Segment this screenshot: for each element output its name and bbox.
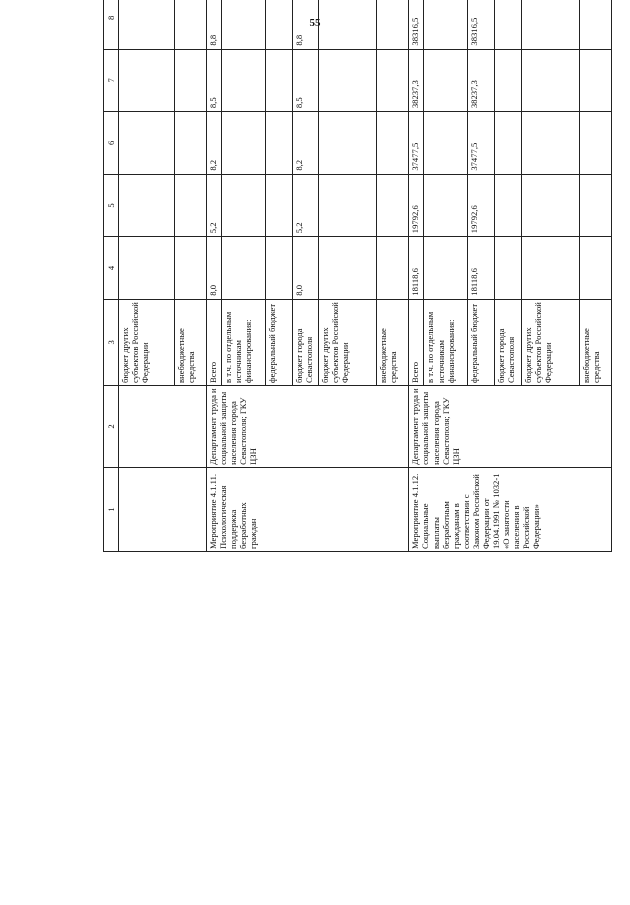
amount-cell xyxy=(424,49,468,112)
funding-source-cell: федеральный бюджет xyxy=(468,299,495,385)
amount-cell xyxy=(377,112,409,175)
rotated-table-container xyxy=(103,0,612,552)
amount-cell xyxy=(377,49,409,112)
executor-cell: Департамент труда и социальной защиты населения города Севастополя; ГКУ ЦЗН xyxy=(409,385,612,467)
column-number: 6 xyxy=(104,112,119,175)
amount-cell xyxy=(221,0,265,49)
funding-source-cell: бюджет других субъектов Российской Федерации xyxy=(319,299,377,385)
amount-cell: 37477,5 xyxy=(409,112,424,175)
column-number: 3 xyxy=(104,299,119,385)
funding-source-cell: бюджет других субъектов Российской Федерации xyxy=(521,299,579,385)
amount-cell xyxy=(319,112,377,175)
amount-cell: 8,0 xyxy=(292,237,319,300)
amount-cell xyxy=(579,49,611,112)
amount-cell xyxy=(495,112,522,175)
funding-source-cell: Всего xyxy=(409,299,424,385)
amount-cell: 5,2 xyxy=(292,174,319,237)
amount-cell: 19792,6 xyxy=(468,174,495,237)
amount-cell xyxy=(377,174,409,237)
amount-cell xyxy=(319,0,377,49)
executor-cell: Департамент труда и социальной защиты населения города Севастополя; ГКУ ЦЗН xyxy=(206,385,409,467)
amount-cell xyxy=(424,0,468,49)
amount-cell xyxy=(119,237,175,300)
amount-cell: 18118,6 xyxy=(409,237,424,300)
funding-source-cell: бюджет города Севастополя xyxy=(495,299,522,385)
column-number: 7 xyxy=(104,49,119,112)
table-row xyxy=(119,0,175,552)
amount-cell: 8,2 xyxy=(292,112,319,175)
funding-source-cell: внебюджетные средства xyxy=(579,299,611,385)
amount-cell: 18118,6 xyxy=(468,237,495,300)
amount-cell: 8,8 xyxy=(206,0,221,49)
page-number: 55 xyxy=(309,17,321,29)
amount-cell: 8,5 xyxy=(292,49,319,112)
amount-cell: 8,0 xyxy=(206,237,221,300)
amount-cell xyxy=(521,49,579,112)
amount-cell xyxy=(377,237,409,300)
amount-cell xyxy=(579,112,611,175)
column-number: 1 xyxy=(104,467,119,551)
amount-cell xyxy=(377,0,409,49)
amount-cell xyxy=(174,0,206,49)
amount-cell xyxy=(119,174,175,237)
amount-cell xyxy=(424,112,468,175)
amount-cell xyxy=(319,174,377,237)
funding-source-cell: Всего xyxy=(206,299,221,385)
amount-cell xyxy=(521,0,579,49)
amount-cell: 38316,5 xyxy=(409,0,424,49)
empty-cell xyxy=(119,467,207,551)
amount-cell xyxy=(221,174,265,237)
amount-cell xyxy=(174,49,206,112)
amount-cell xyxy=(221,49,265,112)
amount-cell xyxy=(119,0,175,49)
amount-cell xyxy=(579,0,611,49)
amount-cell xyxy=(424,174,468,237)
funding-source-cell: федеральный бюджет xyxy=(265,299,292,385)
funding-source-cell: внебюджетные средства xyxy=(174,299,206,385)
amount-cell: 37477,5 xyxy=(468,112,495,175)
measure-name-cell: Мероприятие 4.1.12. Социальные выплаты безработным гражданам в соответствии с Законом Российской Федерации от 19.04.1991 № 1032-1 «О занятости населения в Российской Федерации» xyxy=(409,467,612,551)
column-number: 8 xyxy=(104,0,119,49)
amount-cell xyxy=(495,174,522,237)
amount-cell: 19792,6 xyxy=(409,174,424,237)
amount-cell xyxy=(119,49,175,112)
amount-cell xyxy=(521,112,579,175)
amount-cell xyxy=(265,0,292,49)
amount-cell xyxy=(265,112,292,175)
amount-cell xyxy=(319,237,377,300)
funding-source-cell: бюджет других субъектов Российской Федерации xyxy=(119,299,175,385)
measure-name-cell: Мероприятие 4.1.11. Психологическая поддержка безработных граждан xyxy=(206,467,409,551)
amount-cell xyxy=(265,49,292,112)
funding-source-cell: бюджет города Севастополя xyxy=(292,299,319,385)
amount-cell xyxy=(174,112,206,175)
column-number-row xyxy=(104,0,119,552)
amount-cell: 8,5 xyxy=(206,49,221,112)
amount-cell xyxy=(221,112,265,175)
amount-cell: 38237,3 xyxy=(409,49,424,112)
amount-cell xyxy=(521,174,579,237)
amount-cell xyxy=(495,0,522,49)
amount-cell xyxy=(495,49,522,112)
column-number: 2 xyxy=(104,385,119,467)
empty-cell xyxy=(119,385,207,467)
amount-cell xyxy=(174,237,206,300)
amount-cell xyxy=(221,237,265,300)
table-row xyxy=(206,0,221,552)
amount-cell: 5,2 xyxy=(206,174,221,237)
amount-cell xyxy=(265,237,292,300)
amount-cell xyxy=(579,174,611,237)
amount-cell: 38237,3 xyxy=(468,49,495,112)
column-number: 4 xyxy=(104,237,119,300)
funding-source-cell: внебюджетные средства xyxy=(377,299,409,385)
amount-cell xyxy=(119,112,175,175)
amount-cell: 8,2 xyxy=(206,112,221,175)
funding-table xyxy=(103,0,612,552)
column-number: 5 xyxy=(104,174,119,237)
amount-cell xyxy=(174,174,206,237)
amount-cell xyxy=(424,237,468,300)
amount-cell xyxy=(319,49,377,112)
funding-source-cell: в т.ч. по отдельным источникам финансирования: xyxy=(221,299,265,385)
table-row xyxy=(409,0,424,552)
amount-cell xyxy=(265,174,292,237)
amount-cell xyxy=(521,237,579,300)
amount-cell xyxy=(579,237,611,300)
funding-source-cell: в т.ч. по отдельным источникам финансирования: xyxy=(424,299,468,385)
amount-cell: 38316,5 xyxy=(468,0,495,49)
amount-cell xyxy=(495,237,522,300)
amount-cell: 8,8 xyxy=(292,0,319,49)
